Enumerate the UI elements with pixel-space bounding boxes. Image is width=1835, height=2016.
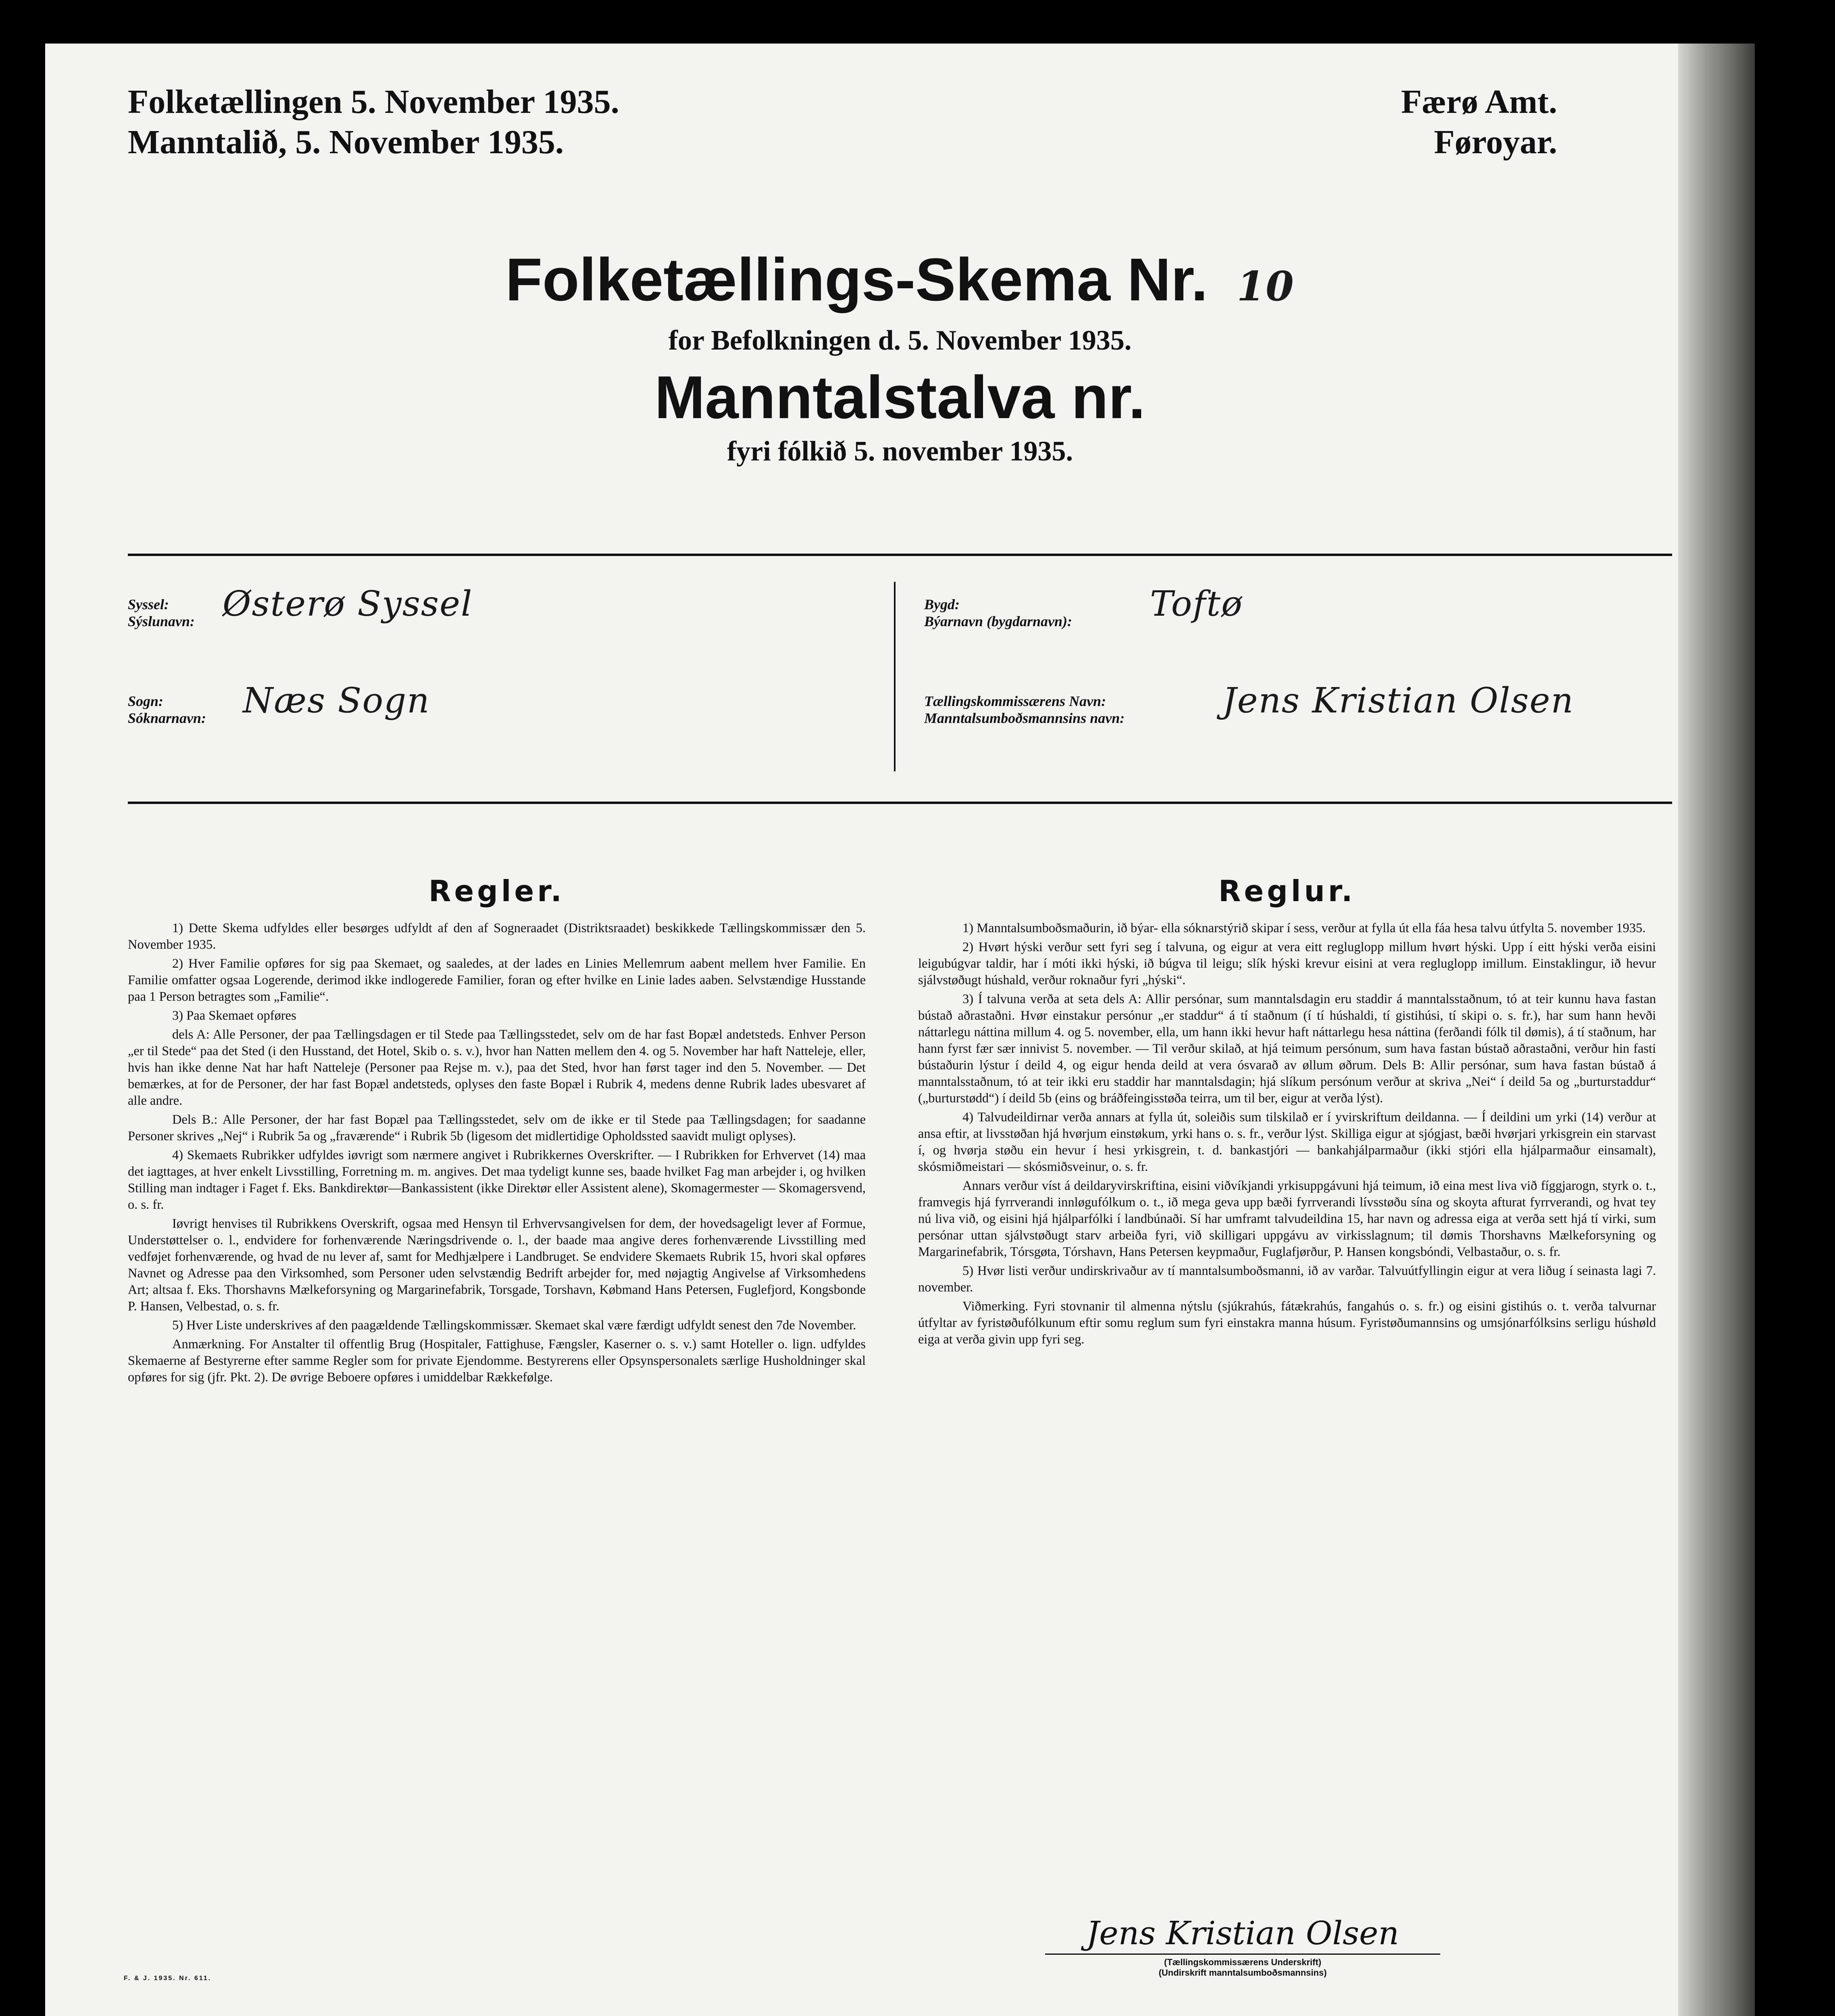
kommissaer-label-da: Tællingskommissærens Navn:	[924, 693, 1106, 709]
rules-faroese-p4: 4) Talvudeildirnar verða annars at fylla út, soleiðis sum tilskilað er í yvirskriftum deildanna. — Í deildini um yrki (14) verður at ansa eftir, at livsstøðan hjá hvørjum einstøkum, yrki hans o. s. fr., verður lýst. Skilliga eigur at sjógjast, bæði hvørjari yrkisgrein ein starvast í, og hvørja støðu ein hevur í hesi yrkisgrein, t. d. bankastjóri — bankahjálparmaður (ikki stjóri ella hjálparmaður einsamalt), skósmiðmeistari — skósmiðsveinur, o. s. fr.	[918, 1110, 1656, 1174]
signature-line	[1045, 1954, 1440, 1955]
signature-block	[1021, 1914, 1464, 1978]
syssel-label-da: Syssel:	[128, 596, 169, 612]
signature-caption-da: (Tællingskommissærens Underskrift)	[1164, 1957, 1321, 1967]
form-title	[45, 245, 1755, 321]
bygd-label-fo: Býarnavn (bygdarnavn):	[924, 613, 1072, 629]
kommissaer-value: Jens Kristian Olsen	[1223, 681, 1574, 721]
rules-faroese-body	[918, 920, 1656, 1348]
sogn-value: Næs Sogn	[243, 681, 430, 721]
header-left	[128, 82, 619, 162]
form-subtitle-faroese: fyri fólkið 5. november 1935.	[727, 436, 1073, 467]
rules-danish-p9: Anmærkning. For Anstalter til offentlig Brug (Hospitaler, Fattighuse, Fængsler, Kaserner o. s. v.) samt Hoteller o. lign. udfyldes Skemaerne af Bestyrerne efter samme Regler som for private Ejendomme. Bestyrerens eller Opsynspersonalets særlige Husholdninger skal opføres for sig (jfr. Pkt. 2). De øvrige Beboere opføres i umiddelbar Rækkefølge.	[128, 1337, 866, 1385]
kommissaer-label-fo: Manntalsumboðsmannsins navn:	[924, 710, 1125, 726]
rules-faroese-p3: 3) Í talvuna verða at seta dels A: Allir persónar, sum manntalsdagin eru staddir á manntalsstaðnum, tó at teir kunnu hava fastan bústað aðrastaðni. Hvør einstakur persónur „er staddur“ á tí staðnum (í tí húshaldi, tí gistihúsi, tí skipi o. s. fr.), har sum hann hevði náttarlegu náttina millum 4. og 5. november, ella, um hann ikki hevur haft náttarlegu hesa náttina (ferðandi fólk til dømis), á tí staðnum, har hann fyrst fær sær innivist 5. november. — Til verður skilað, at hjá teimum persónum, sum hava fastan bústað aðrastaðni, verður hin fasti bústaðurin lýstur í deild 4, og eigur henda deild at vera ósvarað av øllum øðrum. Dels B: Allir persónar, sum hava fastan bústað á manntalsstaðnum, tó at teir ikki eru staddir har manntalsdagin; hjá slíkum persónum verður at skriva „Nei“ í deild 5a og „burturstaddur“ („burturstødd“) í deild 5b (eins og bráðfeingisstøða teirra, um til ber, eigur at verða lýst).	[918, 992, 1656, 1106]
fields-bottom-divider	[128, 802, 1672, 804]
rules-danish-p1: 1) Dette Skema udfyldes eller besørges udfyldt af den af Sogneraadet (Distriktsraadet) beskikkede Tællingskommissær den 5. November 1935.	[128, 921, 866, 952]
kommissaer-label	[924, 693, 1125, 727]
sogn-label-fo: Sóknarnavn:	[128, 710, 206, 726]
sogn-label-da: Sogn:	[128, 693, 164, 709]
rules-faroese-title: Reglur.	[1218, 874, 1356, 908]
bygd-value: Toftø	[1150, 584, 1243, 624]
title-block	[45, 245, 1755, 468]
field-divider	[894, 582, 896, 771]
rules-danish-body	[128, 920, 866, 1386]
rules-faroese-p7: Viðmerking. Fyri stovnanir til almenna nýtslu (sjúkrahús, fátækrahús, fangahús o. s. fr.) og eisini gistihús o. t. verða talvurnar útfyltar av fyristøðufólkunum eftir somu reglum sum fyri einstakra manna húsum. Fyristøðumannsins og umsjónarfólksins serligu húshøld eiga at verða givin upp fyri seg.	[918, 1299, 1656, 1347]
rules-faroese-p1: 1) Manntalsumboðsmaðurin, ið býar- ella sóknarstýrið skipar í sess, verður at fylla út ella fáa hesa talvu útfylta 5. november 1935.	[962, 921, 1646, 935]
form-title-text: Folketællings-Skema Nr.	[505, 246, 1208, 313]
rules-danish-p3: 3) Paa Skemaet opføres	[172, 1008, 296, 1023]
rules-faroese-p6: 5) Hvør listi verður undirskrivaður av tí manntalsumboðsmanni, ið av varðar. Talvuútfyllingin eigur at vera liðug í seinasta lagi 7. november.	[918, 1264, 1656, 1295]
census-form-page	[45, 44, 1755, 2016]
header-right-line1: Færø Amt.	[1401, 83, 1557, 121]
form-number-handwritten: 10	[1237, 262, 1295, 310]
bygd-label-da: Bygd:	[924, 596, 960, 612]
rules-danish-p8: 5) Hver Liste underskrives af den paagældende Tællingskommissær. Skemaet skal være færdigt udfyldt senest den 7de November.	[172, 1318, 856, 1333]
rules-danish-p7: Iøvrigt henvises til Rubrikkens Overskrift, ogsaa med Hensyn til Erhvervsangivelsen for dem, der hovedsageligt lever af Formue, Understøttelser o. l., endvidere for forhenværende Næringsdrivende o. l., der baade maa angive deres forhenværende Livsstilling med vedføjet forhenværende, og hvad de nu lever af, samt for Medhjælpere i Landbruget. Se endvidere Skemaets Rubrik 15, hvori skal opføres Navnet og Adresse paa den Virksomhed, som Personer uden selvstændig Bedrift arbejder for, med nøjagtig Angivelse af Virksomhedens Art; altsaa f. Eks. Thorshavns Mælkeforsyning og Margarinefabrik, Torsgade, Torshavn, Købmand Hans Petersen, Fuglefjord, Kongsbonde P. Hansen, Velbestad, o. s. fr.	[128, 1216, 866, 1314]
top-divider	[128, 554, 1672, 556]
rules-danish-title: Regler.	[429, 874, 565, 908]
sogn-label	[128, 693, 206, 727]
signature-handwritten: Jens Kristian Olsen	[1086, 1914, 1399, 1952]
header-left-line1: Folketællingen 5. November 1935.	[128, 83, 619, 121]
form-subtitle-danish: for Befolkningen d. 5. November 1935.	[668, 325, 1132, 356]
rules-faroese	[918, 874, 1656, 1350]
rules-danish-p5: Dels B.: Alle Personer, der har fast Bopæl paa Tællingsstedet, selv om de ikke er til Stede paa Tællingsdagen; for saadanne Personer skrives „Nej“ i Rubrik 5a og „fraværende“ i Rubrik 5b (ligesom det midlertidige Opholdssted saavidt muligt oplyses).	[128, 1112, 866, 1143]
rules-danish-p4: dels A: Alle Personer, der paa Tællingsdagen er til Stede paa Tællingsstedet, selv om de har fast Bopæl andetsteds. Enhver Person „er til Stede“ paa det Sted (i den Husstand, det Hotel, Skib o. s. v.), hvor han Natten mellem den 4. og 5. November har haft Natteleje, eller, hvis han ikke denne Nat har haft Natteleje (Personer paa Rejse m. v.), paa det Sted, hvor han først tager ind den 5. November. — Det bemærkes, at for de Personer, der har fast Bopæl andetsteds, oplyses den faste Bopæl i Rubrik 4, medens denne Rubrik lades ubesvaret af alle andre.	[128, 1027, 866, 1108]
header-right-line2: Føroyar.	[1434, 123, 1557, 161]
rules-danish-p6: 4) Skemaets Rubrikker udfyldes iøvrigt som nærmere angivet i Rubrikkernes Overskrifter. — I Rubrikken for Erhvervet (14) maa det iagttages, at hver enkelt Livsstilling, Forretning m. m. angives. Det maa tydeligt kunne ses, baade hvilket Fag man arbejder i, og hvilken Stilling man indtager i Faget f. Eks. Bankdirektør—Bankassistent (ikke Direktør eller Assistent alene), Skomagermester — Skomagersvend, o. s. fr.	[128, 1148, 866, 1212]
printer-mark: F. & J. 1935. Nr. 611.	[124, 1975, 212, 1982]
header-right	[1401, 82, 1557, 162]
rules-faroese-p5: Annars verður víst á deildaryvirskriftina, eisini viðvíkjandi yrkisuppgávuni hjá teimum, ið eina mest liva við fíggjarogn, styrk o. t., framvegis hjá fyrrverandi innløgufólkum o. t., ið mega geva upp bæði fyrrverandi lívsstøðu sína og skoyta afturat fyrrverandi, og hvat tey nú liva við, og eisini hjá hjálparfólki í landbúnaði. Sí har umframt talvudeildina 15, har navn og adressa eiga at verða sett hjá tí virki, sum persónar uttan sjálvstøðugt starv arbeiða fyri, við skilligari uppgávu av virkisslagnum; til dømis Thorshavns Mælkeforsyning og Margarinefabrik, Tórsgøta, Tórshavn, Hans Petersen keypmaður, Fuglafjørður, P. Hansen kongsbóndi, Velbastaður, o. s. fr.	[918, 1179, 1656, 1259]
syssel-label	[128, 596, 195, 630]
rules-danish-p2: 2) Hver Familie opføres for sig paa Skemaet, og saaledes, at der lades en Linies Mellemrum aabent mellem hver Familie. En Familie omfatter ogsaa Logerende, derimod ikke indlogerede Familier, foran og efter hvilke en Linie lades aaben. Selvstændige Husstande paa 1 Person betragtes som „Familie“.	[128, 956, 866, 1004]
rules-faroese-p2: 2) Hvørt hýski verður sett fyri seg í talvuna, og eigur at vera eitt regluglopp millum hvørt hýski. Upp í eitt hýski verða eisini leigubúgvar taldir, har í móti ikki hýski, ið búgva til leigu; slík hýski krevur eisini at vera regluglopp imillum. Einstaklingur, ið hevur sjálvstøðugt húshald, verður roknaður fyri „hýski“.	[918, 940, 1656, 987]
rules-danish	[128, 874, 866, 1388]
form-title-faroese: Manntalstalva nr.	[654, 363, 1146, 431]
signature-caption-fo: (Undirskrift manntalsumboðsmannsins)	[1158, 1968, 1327, 1978]
bygd-label	[924, 596, 1072, 630]
syssel-value: Østerø Syssel	[223, 584, 473, 624]
syssel-label-fo: Sýslunavn:	[128, 613, 195, 629]
header-left-line2: Manntalið, 5. November 1935.	[128, 123, 564, 161]
